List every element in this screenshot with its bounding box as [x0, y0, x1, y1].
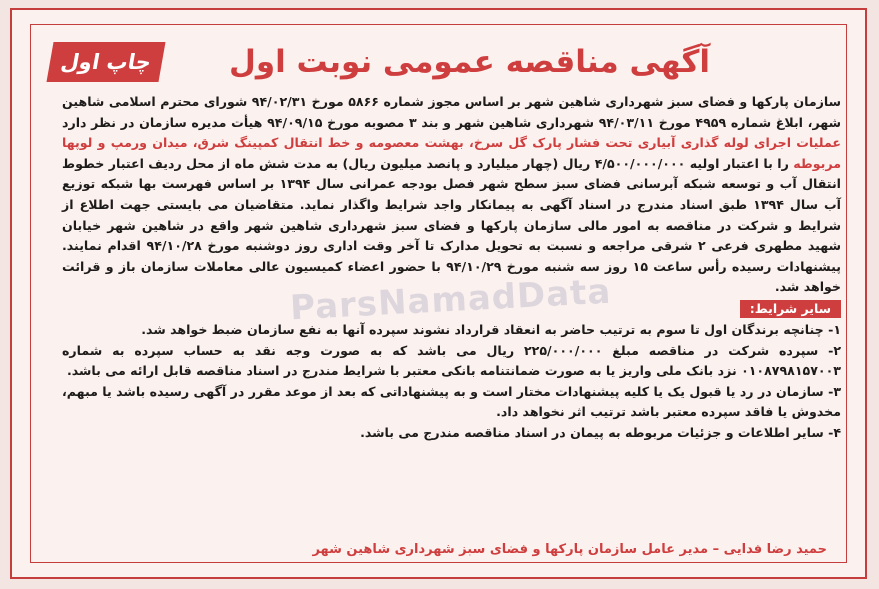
- condition-item: ۲- سپرده شرکت در مناقصه مبلغ ۲۲۵/۰۰۰/۰۰۰ ریال می باشد که به صورت وجه نقد به حساب سپرده به شماره ۰۱۰۸۷۹۸۱۵۷۰۰۳ نزد بانک ملی واریز یا به صورت ضمانتنامه بانکی معتبر با شرایط مندرج در اسناد مناقصه قابل ارائه می باشد.: [62, 342, 841, 379]
- signature: حمید رضا فدایی – مدیر عامل سازمان پارکها و فضای سبز شهرداری شاهین شهر: [312, 542, 827, 557]
- watermark: ParsNamadData: [289, 271, 613, 329]
- notice-body: [62, 92, 841, 444]
- edition-badge: چاپ اول: [46, 42, 165, 82]
- notice-title: آگهی مناقصه عمومی نوبت اول: [228, 44, 711, 80]
- intro-part-2: را با اعتبار اولیه ۴/۵۰۰/۰۰۰/۰۰۰ ریال (چهار میلیارد و پانصد میلیون ریال) به مدت شش ماه از محل ردیف اعتبار خطوط انتقال آب و توسعه شبکه آبرسانی فضای سبز سطح شهر فصل بودجه عمرانی سال ۱۳۹۴ بر اساس فهرست بها شبکه توزیع آب سال ۱۳۹۴ طبق اسناد مندرج در اسناد آگهی به پیمانکار واجد شرایط واگذار نماید. متقاضیان می بایستی جهت اطلاع از شرایط و شرکت در مناقصه به امور مالی سازمان پارکها و فضای سبز شهرداری شاهین شهر واقع در شاهین شهر خیابان شهید مطهری فرعی ۲ شرقی مراجعه و نسبت به تحویل مدارک تا آخر وقت اداری روز دوشنبه مورخ ۹۴/۱۰/۲۸ اقدام نمایند. پیشنهادات رسیده رأس ساعت ۱۵ روز سه شنبه مورخ ۹۴/۱۰/۲۹ با حضور اعضاء کمیسیون عالی معاملات سازمان باز و قرائت خواهد شد.: [62, 155, 841, 295]
- condition-item: ۱- چنانچه برندگان اول تا سوم به ترتیب حاضر به انعقاد قرارداد نشوند سپرده آنها به نفع سازمان ضبط خواهد شد.: [141, 321, 841, 337]
- intro-part-1: سازمان پارکها و فضای سبز شهرداری شاهین شهر بر اساس مجوز شماره ۵۸۶۶ مورخ ۹۴/۰۲/۳۱ شورای محترم اسلامی شاهین شهر، ابلاغ شماره ۴۹۵۹ مورخ ۹۴/۰۳/۱۱ شهرداری شاهین شهر و بند ۳ مصوبه مورخ ۹۴/۰۹/۱۵ هیأت مدیره سازمان در نظر دارد: [62, 94, 841, 130]
- conditions-label: سایر شرایط:: [740, 300, 841, 318]
- condition-item: ۳- سازمان در رد یا قبول یک یا کلیه پیشنهادات مختار است و به پیشنهاداتی که بعد از موعد مقرر در آگهی رسیده باشد یا مبهم، مخدوش یا فاقد سپرده معتبر باشد ترتیب اثر نخواهد داد.: [62, 383, 841, 420]
- intro-paragraph: [62, 92, 841, 298]
- project-title-highlight: عملیات اجرای لوله گذاری آبیاری تحت فشار پارک گل سرخ، بهشت معصومه و خط انتقال کمپینگ شرق، میدان ورمپ و لوپها مربوطه: [62, 135, 841, 171]
- condition-item: ۴- سایر اطلاعات و جزئیات مربوطه به پیمان در اسناد مناقصه مندرج می باشد.: [360, 424, 841, 440]
